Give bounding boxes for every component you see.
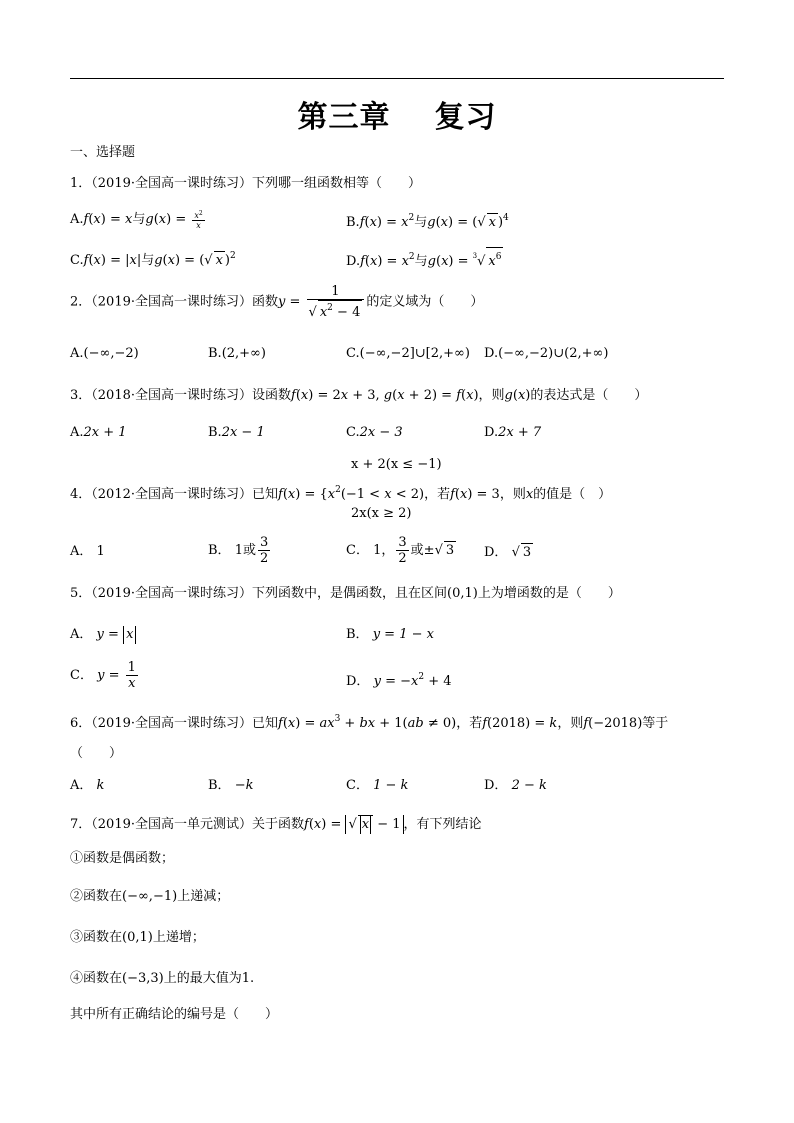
q7-statement-1: ①函数是偶函数；: [70, 851, 175, 866]
q4-case-1: x + 2(x ≤ −1): [351, 457, 442, 472]
q1-option-d[interactable]: $D.f(x) = x^2$与g(x) = $^3$√ $x^6$: [346, 247, 503, 271]
q4-case-3: 2x(x ≥ 2): [351, 506, 412, 521]
q2-stem: 2．（2019·全国高一课时练习）函数y = $\frac{1}{√ x^2 - 4}$ 的定义域为（ ）: [70, 284, 484, 320]
q3-option-a[interactable]: A.2x + 1: [70, 425, 127, 440]
q5-option-b[interactable]: B． y = 1 − x: [346, 627, 434, 642]
q4-option-b[interactable]: B． 1或 $\frac{3}{2}$: [208, 535, 269, 566]
q5-option-d[interactable]: D． $y = -x^2 + 4$: [346, 672, 452, 689]
q4-option-c[interactable]: C． 1， $\frac{3}{2}$ 或±√ 3: [346, 535, 455, 566]
header-rule: [70, 78, 724, 79]
q3-option-b[interactable]: B.2x − 1: [208, 425, 265, 440]
q7-statement-2: ②函数在(−∞,−1)上递减；: [70, 889, 230, 904]
q1-option-a[interactable]: A.f(x) = x与g(x) = $\frac{x^2}{x}$: [70, 210, 203, 230]
title-review: 复习: [434, 100, 497, 135]
title-chapter: 第三章: [297, 100, 391, 135]
q6-option-d[interactable]: D． 2 − k: [484, 778, 547, 793]
q5-option-a[interactable]: A． y = x: [70, 626, 136, 644]
q3-option-c[interactable]: C.2x − 3: [346, 425, 403, 440]
q6-stem: 6．（2019·全国高一课时练习）已知$f(x) = ax^3$ + bx + 1(ab ≠ 0)，若f(2018) = k，则f(−2018)等于: [70, 714, 669, 731]
q1-option-b[interactable]: $B.f(x) = x^2$与g(x) = (√ x )$^4$: [346, 213, 509, 230]
q6-option-a[interactable]: A． k: [70, 778, 105, 793]
q2-option-d[interactable]: D.(−∞,−2)∪(2,+∞): [484, 346, 609, 361]
q4-option-d[interactable]: D． √ 3: [484, 545, 532, 560]
q6-blank: （ ）: [70, 746, 123, 761]
section-heading: 一、选择题: [70, 145, 136, 160]
q3-stem: 3．（2018·全国高一课时练习）设函数f(x) = 2x + 3, g(x + 2) = f(x)，则g(x)的表达式是（ ）: [70, 388, 648, 403]
q3-option-d[interactable]: D.2x + 7: [484, 425, 542, 440]
q5-stem: 5．（2019·全国高一课时练习）下列函数中，是偶函数，且在区间(0,1)上为增函数的是（ ）: [70, 586, 621, 601]
page-title: [0, 92, 794, 136]
q7-stem: 7．（2019·全国高一单元测试）关于函数f(x) = √ x − 1 ，有下列结论: [70, 817, 482, 832]
q4-option-a[interactable]: A． 1: [70, 544, 105, 559]
q2-option-c[interactable]: C.(−∞,−2]∪[2,+∞): [346, 346, 470, 361]
q7-statement-3: ③函数在(0,1)上递增；: [70, 930, 205, 945]
q7-final: 其中所有正确结论的编号是（ ）: [70, 1007, 279, 1022]
q5-option-c[interactable]: C． y = $\frac{1}{x}$: [70, 660, 136, 691]
q6-option-c[interactable]: C． 1 − k: [346, 778, 409, 793]
q1-stem: 1．（2019·全国高一课时练习）下列哪一组函数相等（ ）: [70, 176, 421, 191]
q6-option-b[interactable]: B． −k: [208, 778, 254, 793]
q2-option-a[interactable]: A.(−∞,−2): [70, 346, 139, 361]
q2-option-b[interactable]: B.(2,+∞): [208, 346, 266, 361]
q1-option-c[interactable]: C.f(x) = |x|与g(x) = (√ x )$^2$: [70, 251, 236, 268]
q4-stem: 4．（2012·全国高一课时练习）已知$f(x) = \{x^2(-1 < x < 2)$，若f(x) = 3，则x的值是（ ）: [70, 485, 612, 502]
q7-statement-4: ④函数在(−3,3)上的最大值为1.: [70, 971, 255, 986]
